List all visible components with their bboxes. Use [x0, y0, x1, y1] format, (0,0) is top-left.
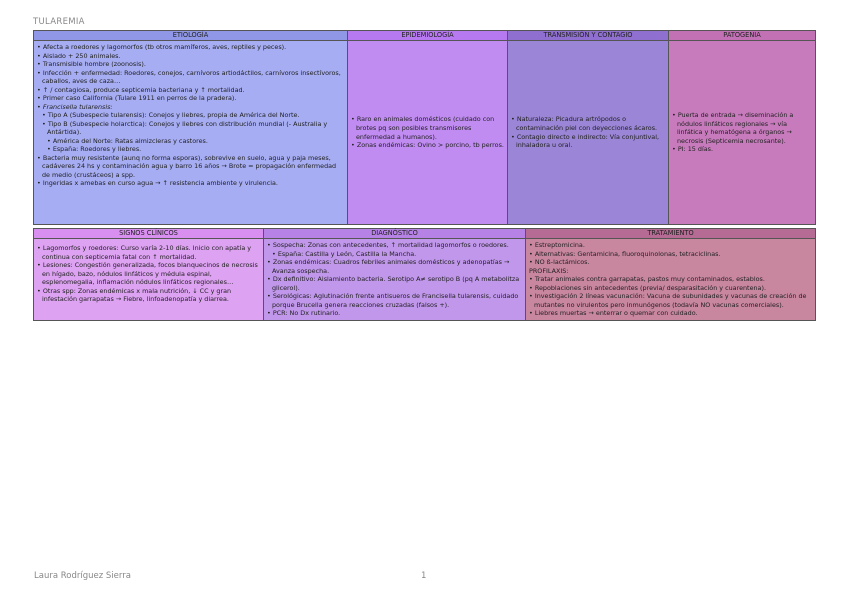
cell-etiologia [34, 41, 348, 225]
page-number: 1 [421, 571, 427, 581]
list-item: • Tratar animales contra garrapatas, pastos muy contaminados, establos. [529, 275, 812, 284]
list-item: • Investigación 2 líneas vacunación: Vacuna de subunidades y vacunas de creación de mutantes no virulentos pero inmunógenos (todavía NO vacunas comerciales). [529, 292, 812, 309]
header-epidemiologia: EPIDEMIOLOGÍA [348, 31, 508, 41]
list-item: • Francisella tularensis: [37, 103, 344, 112]
list-item: • Lesiones: Congestión generalizada, focos blanquecinos de necrosis en hígado, bazo, nódulos linfáticos y médula espinal, esplenomegalia, inflamación nódulos linfáticos regionales… [37, 261, 260, 287]
table-signos-diagnostico-tratamiento [33, 228, 816, 321]
list-item: • Bacteria muy resistente (aunq no forma esporas), sobrevive en suelo, agua y paja meses, cadáveres 24 hs y contaminación agua y barro 16 años → Brote = propagación enfermedad de medio (crustáceos) a spp. [37, 154, 344, 180]
document-title: TULAREMIA [33, 17, 85, 27]
header-patogenia: PATOGENIA [669, 31, 816, 41]
list-heading: PROFILAXIS: [529, 266, 569, 275]
list-item: • Primer caso California (Tulare 1911 en perros de la pradera). [37, 94, 344, 103]
list-item: • Zonas endémicas: Cuadros febriles animales domésticos y adenopatías → Avanza sospecha. [267, 258, 522, 275]
list-item: • Serológicas: Aglutinación frente antisueros de Francisella tularensis, cuidado porque Brucella genera reacciones cruzadas (falsos +). [267, 292, 522, 309]
list-item: • Tipo A (Subespecie tularensis): Conejos y liebres, propia de América del Norte. [37, 111, 344, 120]
list-item: • Estreptomicina. [529, 241, 812, 250]
list-item: • Sospecha: Zonas con antecedentes, ↑ mortalidad lagomorfos o roedores. [267, 241, 522, 250]
list-item: • Repoblaciones sin antecedentes (previa/ desparasitación y cuarentena). [529, 284, 812, 293]
header-etiologia: ETIOLOGÍA [34, 31, 348, 41]
list-item: • Puerta de entrada → diseminación a nódulos linfáticos regionales → vía linfática y hematógena a órganos → necrosis (Septicemia necrosante). [672, 111, 812, 145]
list-item: • Tipo B (Subespecie holarctica): Conejos y liebres con distribución mundial (- Australia y Antártida). [37, 120, 344, 137]
header-signos: SIGNOS CLÍNICOS [34, 229, 264, 239]
list-item: • Naturaleza: Picadura artrópodos o contaminación piel con deyecciones ácaros. [511, 115, 665, 132]
header-transmision: TRANSMISIÓN Y CONTAGIO [508, 31, 669, 41]
cell-transmision [508, 41, 669, 225]
list-item: • América del Norte: Ratas almizcleras y castores. [37, 137, 344, 146]
list-item: • Raro en animales domésticos (cuidado con brotes pq son posibles transmisores enfermedad a humanos). [351, 115, 504, 141]
list-item: • Lagomorfos y roedores: Curso varía 2-10 días. Inicio con apatía y continua con septicemia fatal con ↑ mortalidad. [37, 244, 260, 261]
list-item: • Infección + enfermedad: Roedores, conejos, carnívoros artiodáctilos, carnívoros insectívoros, caballos, aves de caza… [37, 69, 344, 86]
list-item: • PCR: No Dx rutinario. [267, 309, 522, 318]
list-item: • Contagio directo e indirecto: Vía conjuntival, inhaladora u oral. [511, 133, 665, 150]
list-item: • Afecta a roedores y lagomorfos (tb otros mamíferos, aves, reptiles y peces). [37, 43, 344, 52]
list-item: • Dx definitivo: Aislamiento bacteria. Serotipo A≠ serotipo B (pq A metabolitza glicerol). [267, 275, 522, 292]
header-tratamiento: TRATAMIENTO [526, 229, 816, 239]
header-diagnostico: DIAGNÓSTICO [264, 229, 526, 239]
table-etiologia-patogenia [33, 30, 816, 225]
list-item: • NO ß-lactámicos. [529, 258, 812, 267]
list-item: • Zonas endémicas: Ovino > porcino, tb perros. [351, 141, 504, 150]
list-item: • Alternativas: Gentamicina, fluoroquinolonas, tetraciclinas. [529, 250, 812, 259]
cell-patogenia [669, 41, 816, 225]
list-item: • España: Roedores y liebres. [37, 145, 344, 154]
footer-author: Laura Rodríguez Sierra [34, 571, 131, 581]
list-item: • Transmisible hombre (zoonosis). [37, 60, 344, 69]
list-item: • Ingeridas x amebas en curso agua → ↑ resistencia ambiente y virulencia. [37, 179, 344, 188]
cell-signos [34, 239, 264, 321]
list-item: • ↑ / contagiosa, produce septicemia bacteriana y ↑ mortalidad. [37, 86, 344, 95]
list-item: • Otras spp: Zonas endémicas x mala nutrición, ↓ CC y gran infestación garrapatas → Fiebre, linfoadenopatía y diarrea. [37, 287, 260, 304]
list-item: • PI: 15 días. [672, 145, 812, 154]
list-item: • España: Castilla y León, Castilla la Mancha. [267, 250, 522, 259]
list-item: • Aislado + 250 animales. [37, 52, 344, 61]
cell-tratamiento [526, 239, 816, 321]
list-item: • Liebres muertas → enterrar o quemar con cuidado. [529, 309, 812, 318]
cell-epidemiologia [348, 41, 508, 225]
cell-diagnostico [264, 239, 526, 321]
